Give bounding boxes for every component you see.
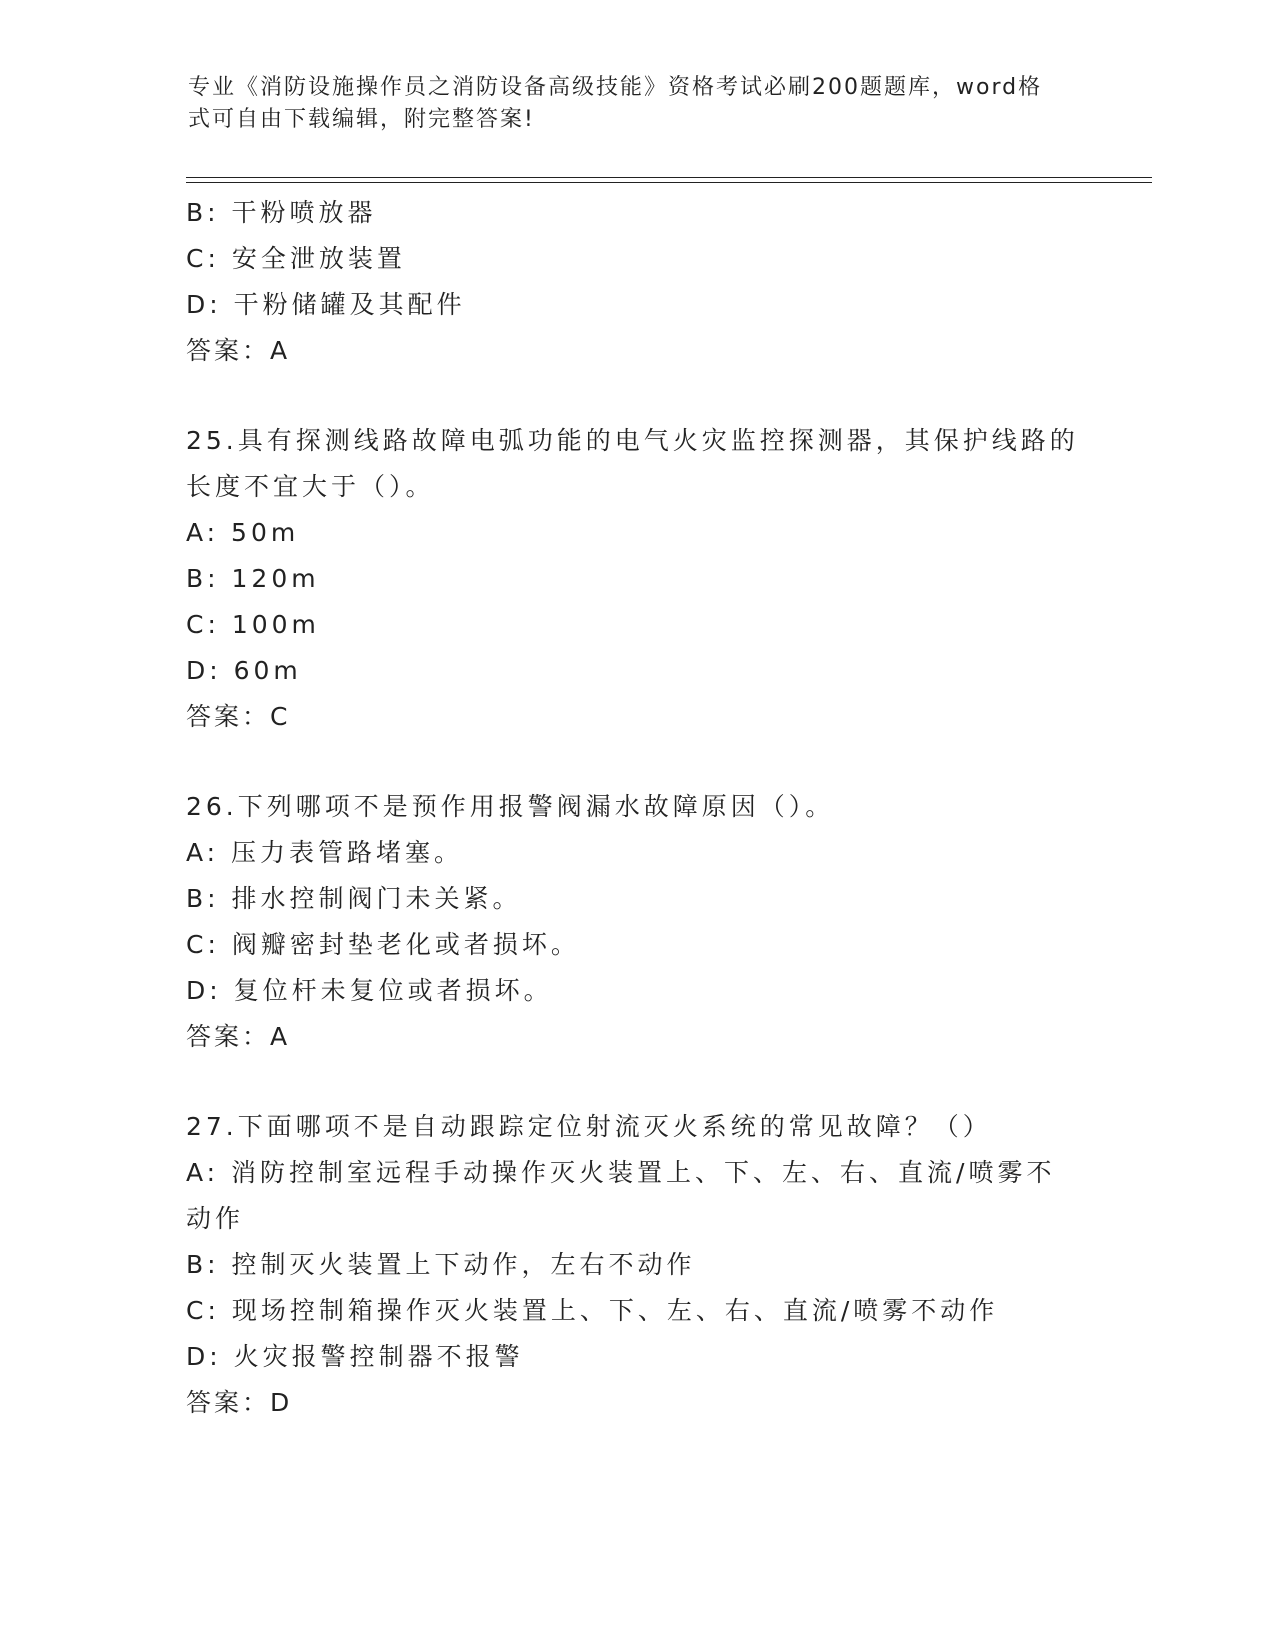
- header-divider-top: [186, 177, 1152, 178]
- question-stem: 长度不宜大于（）。: [186, 472, 435, 501]
- option-d: D: 60m: [186, 656, 302, 685]
- header-line-1: 专业《消防设施操作员之消防设备高级技能》资格考试必刷200题题库，word格: [188, 75, 1043, 100]
- question-stem: 26.下列哪项不是预作用报警阀漏水故障原因（）。: [186, 792, 835, 821]
- question-stem: 27.下面哪项不是自动跟踪定位射流灭火系统的常见故障？（）: [186, 1112, 992, 1141]
- option-d: D: 火灾报警控制器不报警: [186, 1342, 524, 1371]
- question-stem: 25.具有探测线路故障电弧功能的电气火灾监控探测器，其保护线路的: [186, 426, 1079, 455]
- document-header: [188, 72, 1068, 136]
- option-b: B: 控制灭火装置上下动作，左右不动作: [186, 1250, 696, 1279]
- option-d: D: 复位杆未复位或者损坏。: [186, 976, 553, 1005]
- option-c: C: 现场控制箱操作灭火装置上、下、左、右、直流/喷雾不动作: [186, 1296, 999, 1325]
- question-content: [186, 190, 1086, 1470]
- option-c: C: 阀瓣密封垫老化或者损坏。: [186, 930, 580, 959]
- answer: 答案：C: [186, 702, 291, 731]
- answer: 答案：A: [186, 1022, 291, 1051]
- option-a: A: 消防控制室远程手动操作灭火装置上、下、左、右、直流/喷雾不: [186, 1158, 1056, 1187]
- question-26: [186, 784, 1086, 1060]
- question-24-tail: [186, 190, 1086, 374]
- option-c: C: 100m: [186, 610, 320, 639]
- option-a-continued: 动作: [186, 1204, 245, 1233]
- question-25: [186, 418, 1086, 740]
- answer: 答案：A: [186, 336, 291, 365]
- header-line-2: 式可自由下载编辑，附完整答案!: [188, 107, 535, 132]
- option-b: B: 120m: [186, 564, 320, 593]
- option-a: A: 50m: [186, 518, 300, 547]
- option-a: A: 压力表管路堵塞。: [186, 838, 464, 867]
- option-d: D: 干粉储罐及其配件: [186, 290, 466, 319]
- question-27: [186, 1104, 1086, 1426]
- option-b: B: 排水控制阀门未关紧。: [186, 884, 522, 913]
- option-c: C: 安全泄放装置: [186, 244, 406, 273]
- header-divider-bottom: [186, 182, 1152, 183]
- option-b: B: 干粉喷放器: [186, 198, 377, 227]
- answer: 答案：D: [186, 1388, 293, 1417]
